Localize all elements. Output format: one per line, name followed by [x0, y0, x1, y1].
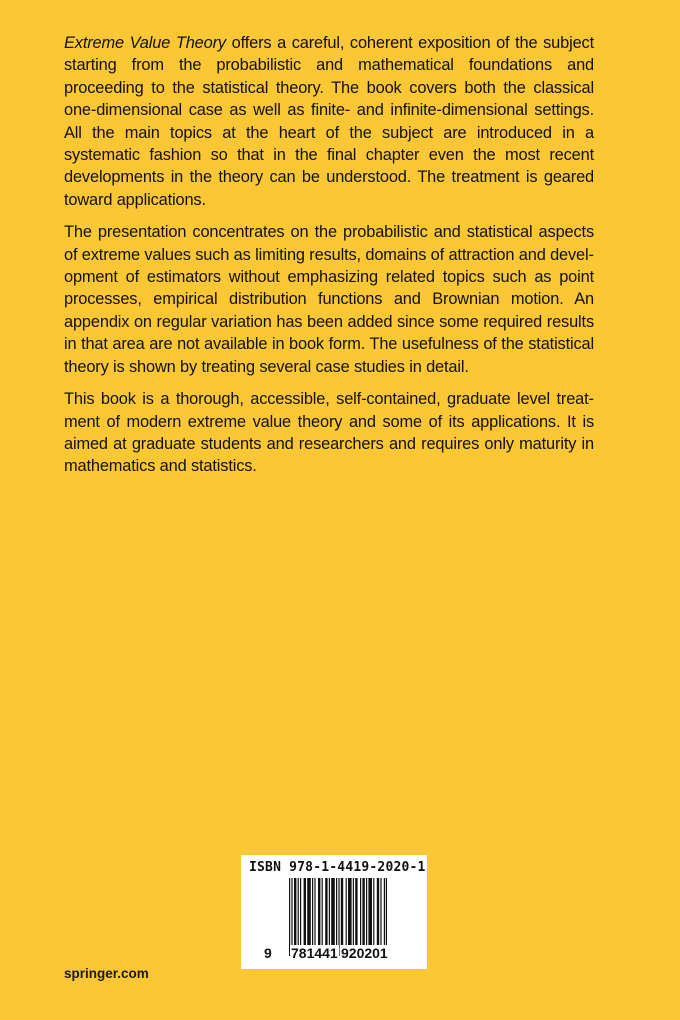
- blurb-paragraph-2: The presentation concentrates on the probabilistic and statistical aspects of extreme values such as limiting results, domains of attraction and development of estimators without emphasizing related topics such as point processes, empirical distribution functions and Brownian motion. An appendix on regular variation has been added since some required results in that area are not available in book form. The usefulness of the statistical theory is shown by treating several case studies in detail.: [64, 223, 594, 376]
- isbn-barcode-label: [241, 855, 427, 969]
- isbn-number: ISBN 978-1-4419-2020-1: [249, 860, 426, 875]
- back-cover-blurb: [64, 32, 594, 488]
- blurb-paragraph-1: [64, 32, 594, 211]
- paragraph-text: offers a careful, coherent exposition of the subject starting from the probabilistic and mathematical foundations and proceeding to the statistical theory. The book covers both the classical one-dimensional case as well as finite- and infinite-dimensional settings. All the main topics at the heart of the subject are introduced in a systematic fashion so that in the final chapter even the most recent developments in the theory can be understood. The treatment is geared toward applications.: [64, 34, 594, 209]
- publisher-url: springer.com: [64, 966, 149, 981]
- ean-right-group: 920201: [341, 945, 388, 961]
- ean-left-group: 781441: [291, 945, 338, 961]
- book-title-italic: Extreme Value Theory: [64, 34, 226, 52]
- blurb-paragraph-3: This book is a thorough, accessible, self-contained, graduate level treatment of modern extreme value theory and some of its applications. It is aimed at graduate students and researchers and requires only maturity in mathematics and statistics.: [64, 390, 594, 476]
- ean-lead-digit: 9: [264, 945, 272, 961]
